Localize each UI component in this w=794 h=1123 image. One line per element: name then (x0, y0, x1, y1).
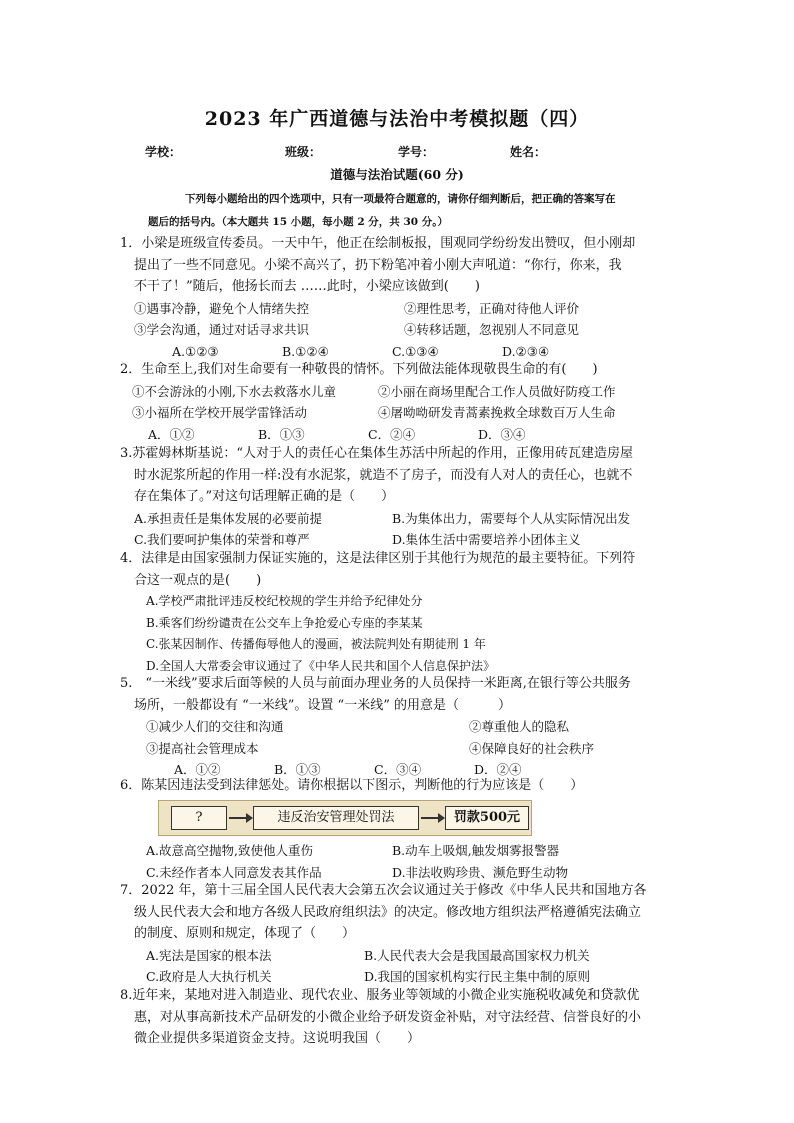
question-7-options-row (120, 945, 680, 967)
number-label: 学号： (398, 145, 435, 159)
school-label: 学校： (145, 145, 182, 159)
instructions-line-1: 下列每小题给出的四个选项中，只有一项最符合题意的，请你仔细判断后，把正确的答案写在 (185, 193, 616, 205)
statement-2: ②尊重他人的隐私 (469, 719, 570, 734)
question-5 (120, 673, 680, 781)
option-c[interactable]: C.未经作者本人同意发表其作品 (146, 864, 322, 880)
option-c[interactable]: C.我们要呵护集体的荣誉和尊严 (134, 532, 310, 547)
question-2-stem: 2．生命至上,我们对生命要有一种敬畏的情怀。下列做法能体现敬畏生命的有( ) (120, 362, 598, 377)
question-8 (120, 985, 680, 1050)
question-8-stem-line: 惠，对从事高新技术产品研发的小微企业给予研发资金补贴，对守法经营、信誉良好的小 (134, 1009, 642, 1025)
question-4 (120, 548, 680, 677)
flow-arrow-icon (229, 817, 251, 819)
statement-2: ②小丽在商场里配合工作人员做好防疫工作 (378, 383, 616, 399)
option-b[interactable]: B.①②④ (282, 343, 329, 359)
flow-box-law: 违反治安管理处罚法 (253, 806, 419, 830)
question-5-stem-line: 场所，一般都设有 “一米线”。设置 “一米线” 的用意是（ ） (134, 697, 511, 713)
option-d[interactable]: D．③④ (478, 426, 526, 442)
question-1 (120, 233, 680, 362)
question-8-stem-line: 8.近年来，某地对进入制造业、现代农业、服务业等领域的小微企业实施税收减免和贷款优 (120, 988, 640, 1003)
question-2 (120, 359, 680, 445)
option-b[interactable]: B.人民代表大会是我国最高国家权力机关 (364, 947, 590, 963)
instructions-line-2: 题后的括号内。（本大题共 15 小题，每小题 2 分，共 30 分。） (148, 216, 448, 228)
name-label: 姓名： (510, 145, 547, 159)
option-b[interactable]: B．①③ (274, 762, 321, 777)
question-1-stem-line: 不干了！”随后，他扬长而去 ……此时，小梁应该做到( ) (134, 279, 480, 294)
option-c[interactable]: C.政府是人大执行机关 (146, 969, 272, 984)
question-2-statements-row (120, 381, 680, 403)
question-3-options-row (120, 508, 680, 530)
question-1-stem-line: 提出了一些不同意见。小梁不高兴了，扔下粉笔冲着小刚大声吼道：“你行，你来，我 (134, 257, 622, 273)
option-d[interactable]: D.非法收购珍贵、濒危野生动物 (392, 864, 569, 880)
option-b[interactable]: B．①③ (258, 426, 305, 442)
option-c[interactable]: C.①③④ (392, 343, 439, 359)
question-4-stem-line: 合这一观点的是( ) (134, 572, 262, 588)
flow-box-unknown: ? (171, 806, 227, 830)
question-3-stem-line: 时水泥浆所起的作用一样:没有水泥浆，就造不了房子，而没有人对人的责任心，也就不 (134, 467, 633, 483)
question-3-stem-line: 存在集体了。”对这句话理解正确的是（ ） (134, 489, 395, 504)
question-7-stem-line: 7．2022 年，第十三届全国人民代表大会第五次会议通过关于修改《中华人民共和国地方各 (120, 883, 647, 898)
option-d[interactable]: D.全国人大常委会审议通过了《中华人民共和国个人信息保护法》 (146, 658, 496, 673)
statement-3: ③提高社会管理成本 (146, 740, 259, 756)
option-c[interactable]: C．③④ (374, 762, 422, 777)
question-6-stem: 6．陈某因违法受到法律惩处。请你根据以下图示，判断他的行为应该是（ ） (120, 778, 584, 793)
option-b[interactable]: B.动车上吸烟,触发烟雾报警器 (392, 843, 560, 858)
question-8-stem-line: 微企业提供多渠道资金支持。这说明我国（ ） (134, 1031, 421, 1046)
question-7-stem-line: 级人民代表大会和地方各级人民政府组织法》的决定。修改地方组织法严格遵循宪法确立 (134, 904, 642, 920)
statement-1: ①不会游泳的小刚,下水去救落水儿童 (132, 383, 336, 399)
option-c[interactable]: C．②④ (368, 426, 416, 442)
option-b[interactable]: B.乘客们纷纷谴责在公交车上争抢爱心专座的李某某 (146, 615, 423, 630)
question-4-stem-line: 4．法律是由国家强制力保证实施的，这是法律区别于其他行为规范的最主要特征。下列符 (120, 551, 636, 566)
option-a[interactable]: A.①②③ (172, 343, 219, 359)
statement-1: ①遇事冷静，避免个人情绪失控 (134, 300, 310, 316)
class-label: 班级： (285, 145, 322, 159)
question-3 (120, 443, 680, 551)
exam-title: 2023 年广西道德与法治中考模拟题（四） (204, 108, 590, 130)
statement-4: ④转移话题，忽视别人不同意见 (404, 322, 580, 337)
option-b[interactable]: B.为集体出力，需要每个人从实际情况出发 (392, 510, 631, 526)
flow-box-fine: 罚款500元 (445, 806, 529, 830)
question-5-stem-line: 5. “一米线”要求后面等候的人员与前面办理业务的人员保持一米距离,在银行等公共服务 (120, 676, 631, 691)
option-a[interactable]: A.宪法是国家的根本法 (146, 947, 272, 963)
question-5-statements-row (120, 716, 680, 738)
statement-4: ④保障良好的社会秩序 (469, 740, 595, 756)
option-a[interactable]: A.学校严肃批评违反校纪校规的学生并给予纪律处分 (146, 594, 423, 608)
question-5-statements-row (120, 738, 680, 760)
question-7 (120, 880, 680, 988)
option-d[interactable]: D．②④ (474, 762, 522, 777)
question-6 (120, 775, 680, 797)
option-a[interactable]: A．①② (174, 762, 221, 777)
flow-arrow-icon (421, 817, 443, 819)
exam-subtitle: 道德与法治试题(60 分) (330, 167, 464, 182)
question-6-options-row (120, 840, 680, 862)
option-d[interactable]: D.②③④ (502, 343, 550, 359)
question-6-flow-diagram (158, 800, 532, 836)
option-a[interactable]: A.承担责任是集体发展的必要前提 (134, 510, 323, 526)
statement-1: ①减少人们的交往和沟通 (146, 719, 284, 734)
option-d[interactable]: D.集体生活中需要培养小团体主义 (392, 532, 581, 547)
question-7-stem-line: 的制度、原则和规定，体现了（ ） (134, 926, 356, 941)
statement-3: ③学会沟通，通过对话寻求共识 (134, 322, 310, 337)
statement-2: ②理性思考，正确对待他人评价 (404, 300, 580, 316)
statement-4: ④屠呦呦研发青蒿素挽救全球数百万人生命 (378, 405, 616, 420)
question-1-stem-line: 1．小梁是班级宣传委员。一天中午，他正在绘制板报，围观同学纷纷发出赞叹，但小刚却 (120, 236, 636, 251)
question-2-statements-row (120, 402, 680, 424)
question-1-statements-row (120, 298, 680, 320)
statement-3: ③小福所在学校开展学雷锋活动 (132, 405, 308, 420)
question-2-options (120, 424, 588, 446)
question-3-stem-line: 3.苏霍姆林斯基说：“人对于人的责任心在集体生苏活中所起的作用，正像用砖瓦建造房屋 (120, 446, 634, 461)
question-6-options (120, 840, 680, 883)
option-a[interactable]: A.故意高空抛物,致使他人重伤 (146, 843, 313, 858)
option-d[interactable]: D.我国的国家机构实行民主集中制的原则 (364, 969, 591, 984)
option-a[interactable]: A．①② (148, 426, 195, 442)
question-1-statements-row (120, 319, 680, 341)
option-c[interactable]: C.张某因制作、传播侮辱他人的漫画，被法院判处有期徒刑 1 年 (146, 637, 486, 651)
